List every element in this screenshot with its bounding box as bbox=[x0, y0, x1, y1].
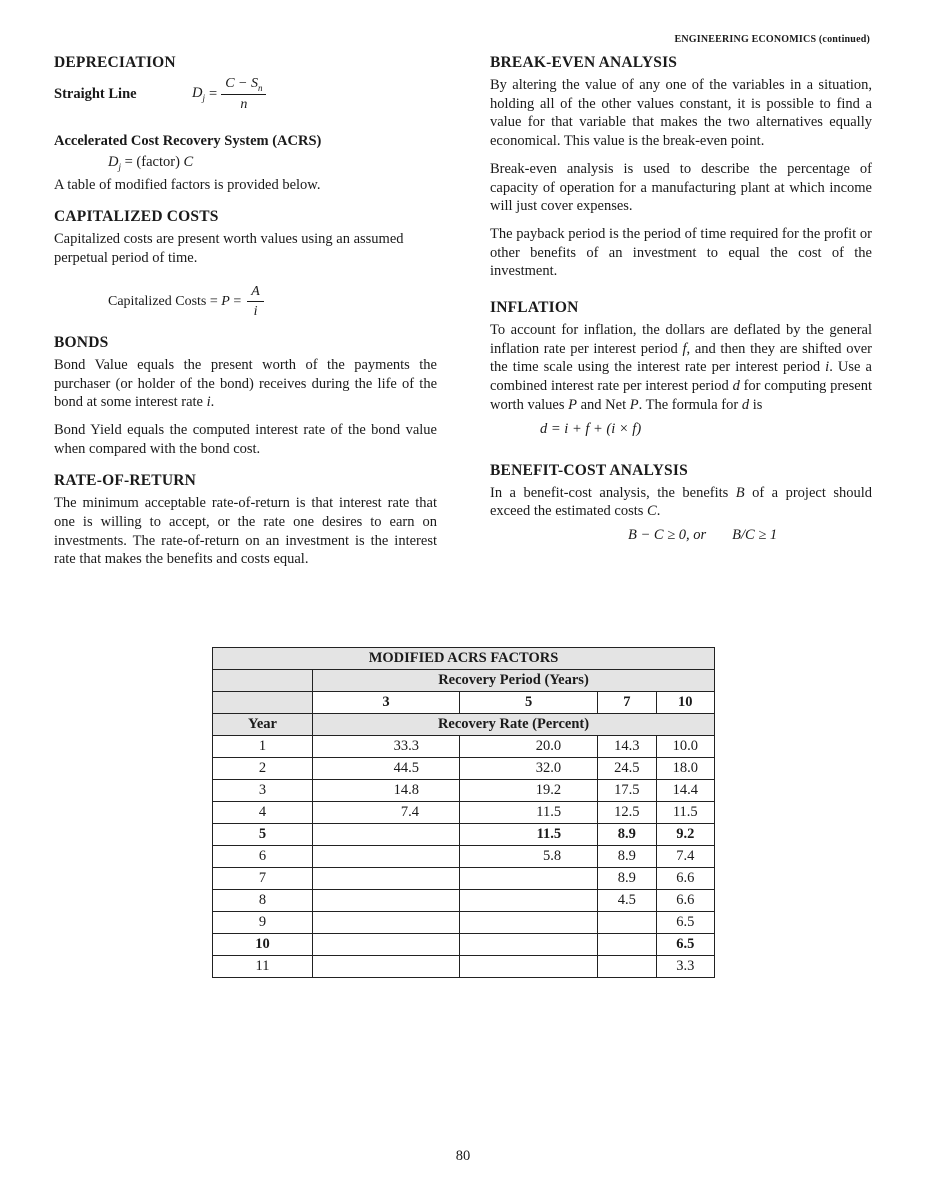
left-column bbox=[54, 54, 437, 583]
rate-cell bbox=[598, 912, 656, 934]
year-cell: 11 bbox=[213, 956, 313, 978]
rate-cell bbox=[460, 912, 598, 934]
page-number: 80 bbox=[455, 1148, 471, 1164]
rate-cell: 14.8 bbox=[313, 780, 460, 802]
rate-cell bbox=[313, 890, 460, 912]
rate-cell: 11.5 bbox=[656, 802, 714, 824]
rate-cell: 14.4 bbox=[656, 780, 714, 802]
breakeven-section bbox=[490, 54, 872, 281]
rate-cell bbox=[598, 934, 656, 956]
rate-cell bbox=[460, 934, 598, 956]
table-row bbox=[213, 758, 715, 780]
depreciation-section bbox=[54, 54, 437, 113]
year-cell: 6 bbox=[213, 846, 313, 868]
straight-line-fraction bbox=[221, 76, 266, 113]
period-header: 5 bbox=[460, 692, 598, 714]
table-row bbox=[213, 824, 715, 846]
ror-text: The minimum acceptable rate-of-return is that interest rate that one is willing to accept, or the rate one desires to earn on investments. The rate-of-return on an investment is the interest rate that makes the benefits and costs equal. bbox=[54, 495, 437, 568]
rate-cell: 33.3 bbox=[313, 736, 460, 758]
rate-cell: 5.8 bbox=[460, 846, 598, 868]
inflation-text: To account for inflation, the dollars are deflated by the general inflation rate per interest period f, and then they are shifted over the time scale using the interest rate per interest period i. Use a combined interest rate per interest period d for computing present worth values P and Net P. The formula for d is bbox=[490, 322, 872, 413]
rate-cell: 8.9 bbox=[598, 868, 656, 890]
year-cell: 2 bbox=[213, 758, 313, 780]
rate-cell: 14.3 bbox=[598, 736, 656, 758]
rate-cell: 12.5 bbox=[598, 802, 656, 824]
year-cell: 10 bbox=[213, 934, 313, 956]
year-cell: 5 bbox=[213, 824, 313, 846]
year-cell: 4 bbox=[213, 802, 313, 824]
fraction-denominator: n bbox=[240, 96, 248, 112]
rate-cell: 19.2 bbox=[460, 780, 598, 802]
table-row bbox=[213, 934, 715, 956]
table-title: MODIFIED ACRS FACTORS bbox=[213, 648, 715, 670]
rate-cell: 10.0 bbox=[656, 736, 714, 758]
ror-section bbox=[54, 472, 437, 569]
acrs-table-body bbox=[213, 736, 715, 978]
capitalized-text: Capitalized costs are present worth values using an assumed perpetual period of time. bbox=[54, 231, 404, 267]
depreciation-heading: DEPRECIATION bbox=[54, 54, 176, 71]
period-header: 7 bbox=[598, 692, 656, 714]
rate-cell: 18.0 bbox=[656, 758, 714, 780]
rate-cell: 11.5 bbox=[460, 802, 598, 824]
breakeven-heading: BREAK-EVEN ANALYSIS bbox=[490, 54, 678, 71]
inflation-formula: d = i + f + (i × f) bbox=[540, 420, 642, 437]
formula-lhs: $D_j$ bbox=[192, 85, 205, 104]
rate-cell bbox=[313, 824, 460, 846]
fraction-numerator: $C - S_n$ bbox=[221, 76, 266, 95]
year-cell: 3 bbox=[213, 780, 313, 802]
benefit-cost-heading: BENEFIT-COST ANALYSIS bbox=[490, 461, 688, 479]
breakeven-para-3: The payback period is the period of time required for the profit or other benefits of an investment to equal the cost of the investment. bbox=[490, 225, 872, 280]
acrs-factors-table bbox=[212, 647, 715, 978]
year-cell: 9 bbox=[213, 912, 313, 934]
table-row bbox=[213, 736, 715, 758]
year-label: Year bbox=[213, 714, 313, 736]
rate-cell bbox=[598, 956, 656, 978]
bonds-heading: BONDS bbox=[54, 333, 109, 351]
rate-cell bbox=[313, 956, 460, 978]
table-row bbox=[213, 780, 715, 802]
year-cell: 7 bbox=[213, 868, 313, 890]
inflation-heading: INFLATION bbox=[490, 299, 579, 317]
rate-cell: 6.5 bbox=[656, 934, 714, 956]
bonds-para-2: Bond Yield equals the computed interest rate of the bond value when compared with the bond cost. bbox=[54, 421, 437, 457]
rate-cell: 6.6 bbox=[656, 890, 714, 912]
benefit-cost-text: In a benefit-cost analysis, the benefits B of a project should exceed the estimated costs C. bbox=[490, 484, 872, 520]
capitalized-heading: CAPITALIZED COSTS bbox=[54, 208, 219, 226]
rate-cell bbox=[313, 846, 460, 868]
acrs-heading: Accelerated Cost Recovery System (ACRS) bbox=[54, 132, 322, 149]
benefit-cost-formula: B − C ≥ 0, or B/C ≥ 1 bbox=[628, 526, 778, 543]
table-row bbox=[213, 890, 715, 912]
formula-equals: = bbox=[209, 85, 218, 102]
rate-cell: 6.5 bbox=[656, 912, 714, 934]
rate-cell bbox=[313, 912, 460, 934]
bonds-section bbox=[54, 334, 437, 459]
acrs-note: A table of modified factors is provided below. bbox=[54, 176, 321, 193]
inflation-section bbox=[490, 299, 872, 438]
rate-cell: 6.6 bbox=[656, 868, 714, 890]
rate-cell: 24.5 bbox=[598, 758, 656, 780]
rate-cell: 7.4 bbox=[656, 846, 714, 868]
table-row bbox=[213, 912, 715, 934]
rate-cell: 11.5 bbox=[460, 824, 598, 846]
capitalized-formula: Capitalized Costs = P = $\frac{A}{i}$ bbox=[108, 284, 437, 320]
benefit-cost-section bbox=[490, 462, 872, 544]
rate-cell bbox=[460, 890, 598, 912]
table-row bbox=[213, 868, 715, 890]
rate-cell bbox=[460, 868, 598, 890]
rate-cell: 17.5 bbox=[598, 780, 656, 802]
breakeven-para-1: By altering the value of any one of the variables in a situation, holding all of the other values constant, it is possible to find a value for that variable that makes the two alternatives equally economical. This value is the break-even point. bbox=[490, 77, 872, 150]
bonds-para-1: Bond Value equals the present worth of the payments the purchaser (or holder of the bond) receives during the life of the bond at some interest rate i. bbox=[54, 356, 437, 411]
acrs-formula: $D_j$ = (factor) C bbox=[108, 153, 194, 172]
rate-cell bbox=[460, 956, 598, 978]
rate-cell: 20.0 bbox=[460, 736, 598, 758]
rate-cell: 8.9 bbox=[598, 846, 656, 868]
period-header: 10 bbox=[656, 692, 714, 714]
table-row bbox=[213, 956, 715, 978]
straight-line-formula bbox=[54, 76, 437, 113]
ror-heading: RATE-OF-RETURN bbox=[54, 472, 197, 490]
right-column bbox=[490, 54, 872, 558]
rate-cell: 7.4 bbox=[313, 802, 460, 824]
straight-line-label: Straight Line bbox=[54, 85, 137, 102]
acrs-section bbox=[54, 133, 437, 195]
rate-cell: 8.9 bbox=[598, 824, 656, 846]
breakeven-para-2: Break-even analysis is used to describe the percentage of capacity of operation for a manufacturing plant at which income will just cover expenses. bbox=[490, 160, 872, 215]
capitalized-section bbox=[54, 208, 437, 319]
capitalized-fraction: $\frac{A}{i}$ bbox=[247, 284, 264, 320]
running-head: ENGINEERING ECONOMICS (continued) bbox=[674, 34, 870, 45]
rate-cell bbox=[313, 934, 460, 956]
table-row bbox=[213, 846, 715, 868]
year-cell: 1 bbox=[213, 736, 313, 758]
period-header: 3 bbox=[313, 692, 460, 714]
rate-cell: 3.3 bbox=[656, 956, 714, 978]
rate-cell: 9.2 bbox=[656, 824, 714, 846]
year-cell: 8 bbox=[213, 890, 313, 912]
rate-cell bbox=[313, 868, 460, 890]
rate-cell: 32.0 bbox=[460, 758, 598, 780]
rate-cell: 4.5 bbox=[598, 890, 656, 912]
recovery-period-label: Recovery Period (Years) bbox=[313, 670, 715, 692]
recovery-rate-label: Recovery Rate (Percent) bbox=[313, 714, 715, 736]
table-row bbox=[213, 802, 715, 824]
rate-cell: 44.5 bbox=[313, 758, 460, 780]
